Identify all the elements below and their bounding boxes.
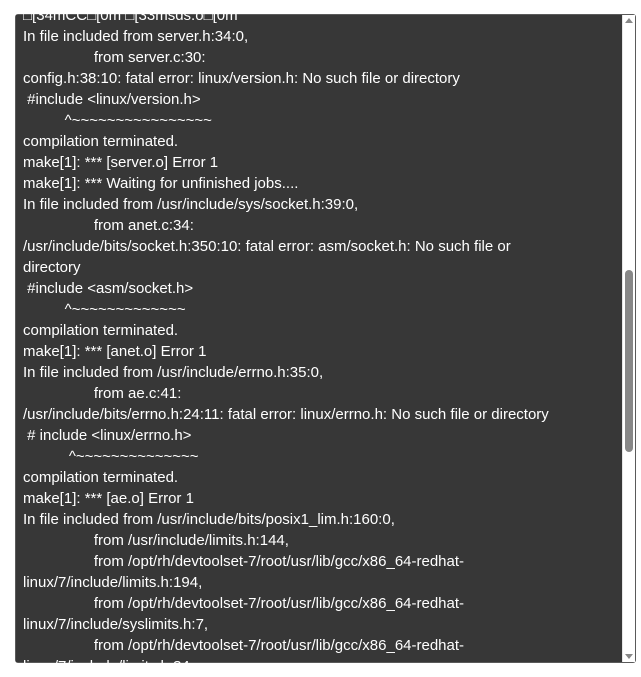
terminal-line: config.h:38:10: fatal error: linux/version.h: No such file or directory <box>23 70 460 87</box>
terminal-line: linux/7/include/limits.h:34, <box>23 658 194 675</box>
terminal-line: from /opt/rh/devtoolset-7/root/usr/lib/gcc/x86_64-redhat- <box>23 595 465 612</box>
terminal-line: make[1]: *** [anet.o] Error 1 <box>23 343 207 360</box>
scroll-down-arrow-icon[interactable] <box>625 654 633 659</box>
terminal-line: from /opt/rh/devtoolset-7/root/usr/lib/gcc/x86_64-redhat- <box>23 553 465 570</box>
terminal-line: In file included from /usr/include/sys/socket.h:39:0, <box>23 196 359 213</box>
terminal-line: ^~~~~~~~~~~~~~~~~ <box>23 112 212 129</box>
terminal-line: ^~~~~~~~~~~~~~ <box>23 301 186 318</box>
terminal-line: In file included from /usr/include/errno.h:35:0, <box>23 364 324 381</box>
vertical-scrollbar[interactable] <box>622 15 635 662</box>
terminal-line: compilation terminated. <box>23 322 179 339</box>
terminal-line: from server.c:30: <box>23 49 206 66</box>
terminal-line: □[34mCC□[0m □[33msds.o□[0m <box>23 7 238 24</box>
terminal-line: directory <box>23 259 81 276</box>
terminal-line: compilation terminated. <box>23 133 179 150</box>
output-panel <box>15 7 636 675</box>
terminal-line: In file included from server.h:34:0, <box>23 28 249 45</box>
terminal-line: make[1]: *** [ae.o] Error 1 <box>23 490 194 507</box>
terminal-line: In file included from /usr/include/bits/posix1_lim.h:160:0, <box>23 511 395 528</box>
terminal-line: from /opt/rh/devtoolset-7/root/usr/lib/gcc/x86_64-redhat- <box>23 637 465 654</box>
terminal-line: linux/7/include/limits.h:194, <box>23 574 203 591</box>
scroll-up-arrow-icon[interactable] <box>625 18 633 23</box>
terminal-line: make[1]: *** [server.o] Error 1 <box>23 154 219 171</box>
terminal-line: from anet.c:34: <box>23 217 194 234</box>
terminal-line: compilation terminated. <box>23 469 179 486</box>
terminal-line: make[1]: *** Waiting for unfinished jobs.... <box>23 175 299 192</box>
scrollbar-thumb[interactable] <box>625 270 633 452</box>
terminal-line: linux/7/include/syslimits.h:7, <box>23 616 209 633</box>
terminal-lines <box>23 5 621 677</box>
terminal-line: #include <linux/version.h> <box>23 91 201 108</box>
terminal-line: from ae.c:41: <box>23 385 182 402</box>
terminal-line: /usr/include/bits/socket.h:350:10: fatal error: asm/socket.h: No such file or <box>23 238 511 255</box>
terminal-line: #include <asm/socket.h> <box>23 280 194 297</box>
terminal-line: ^~~~~~~~~~~~~~~ <box>23 448 199 465</box>
terminal-line: # include <linux/errno.h> <box>23 427 192 444</box>
terminal-line: /usr/include/bits/errno.h:24:11: fatal error: linux/errno.h: No such file or directory <box>23 406 549 423</box>
terminal-line: from /usr/include/limits.h:144, <box>23 532 289 549</box>
terminal-output[interactable] <box>16 7 624 675</box>
